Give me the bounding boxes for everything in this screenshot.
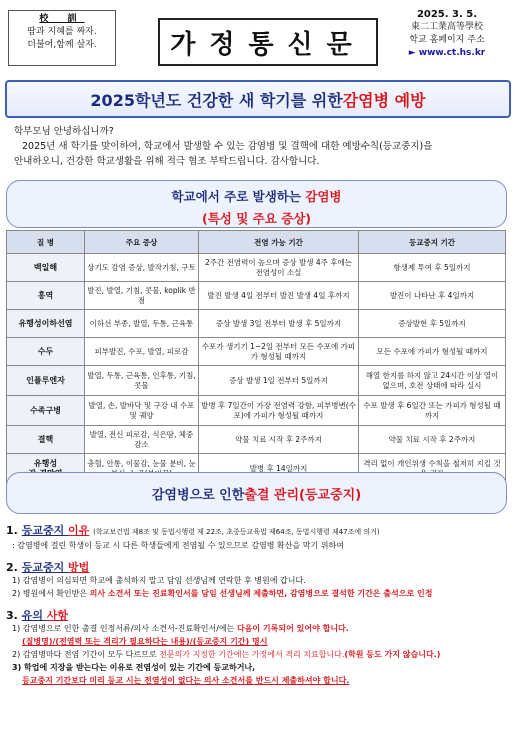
disease-symptoms: 피부발진, 수포, 발열, 피로감 (85, 338, 199, 366)
part1-heading (6, 524, 508, 539)
disease-name: 인플루엔자 (7, 366, 85, 396)
disease-period: 증상 발생 3일 전부터 발생 후 5일까지 (199, 310, 359, 338)
homepage-link[interactable] (384, 47, 510, 60)
part3-label-a: 유의 (21, 609, 47, 622)
disease-symptoms: 발열, 두통, 근육통, 인후통, 기침, 콧물 (85, 366, 199, 396)
school-motto-box (8, 10, 116, 66)
header-period: 전염 가능 기간 (199, 231, 359, 254)
part2-label-b: 방법 (68, 561, 90, 574)
part3-item-1-note (6, 635, 508, 648)
table-row (7, 254, 506, 282)
section1-title-highlight: 감염병 (305, 189, 342, 204)
disease-period: 발병 후 7일간이 가장 전염력 강함, 피부병변(수포)에 가피가 형성될 때까지 (199, 396, 359, 426)
motto-line-2: 더불어,함께 살자. (27, 40, 97, 50)
table-row (7, 366, 506, 396)
part1-description: : 감염병에 걸린 학생이 등교 시 다른 학생들에게 전염될 수 있으므로 감염병 확산을 막기 위하여 (12, 541, 344, 550)
issue-date: 2025. 3. 5. (416, 9, 478, 20)
disease-symptoms: 발진, 발열, 기침, 콧물, koplik 반점 (85, 282, 199, 310)
disease-period: 수포가 생기기 1~2일 전부터 모든 수포에 가피가 형성될 때까지 (199, 338, 359, 366)
part2-item-2-a: 2) 병원에서 확인받은 (12, 589, 90, 598)
disease-stop: 약물 치료 시작 후 2주까지 (359, 426, 506, 454)
main-banner (5, 80, 511, 118)
disease-name: 결핵 (7, 426, 85, 454)
greeting: 학부모님 안녕하십니까? (14, 126, 114, 137)
motto-line-1: 땀과 지혜를 짜자. (27, 27, 97, 37)
disease-name: 홍역 (7, 282, 85, 310)
disease-stop: 증상발현 후 5일까지 (359, 310, 506, 338)
part3-item-1 (6, 622, 508, 635)
part2-heading (6, 561, 508, 574)
part2-item-2 (6, 587, 508, 600)
header-info (384, 8, 510, 68)
disease-name: 백일해 (7, 254, 85, 282)
part3-heading (6, 609, 508, 622)
header-stop: 등교중지 기간 (359, 231, 506, 254)
section1-title (7, 187, 506, 205)
part2-label-a: 등교중지 (21, 561, 69, 574)
disease-name: 유행성 (7, 454, 85, 484)
part3-item-2-b: 전문의가 지정한 기간에는 가정에서 격리 치료합니다. (159, 650, 345, 659)
homepage-url[interactable]: www.ct.hs.kr (418, 48, 486, 58)
part3-item-1-a: 1) 감염병으로 인한 출결 인정서류/의사 소견서-진료확인서/에는 (12, 624, 237, 633)
disease-symptoms: 상기도 감염 증상, 발작기침, 구토 (85, 254, 199, 282)
disease-stop: 항생제 투여 후 5일까지 (359, 254, 506, 282)
disease-stop: 발진이 나타난 후 4일까지 (359, 282, 506, 310)
part2-item-1: 1) 감염병이 의심되면 학교에 출석하지 말고 담임 선생님께 연락한 후 병원에 갑니다. (12, 576, 306, 585)
part3-item-3: 3) 학업에 지장을 받는다는 이유로 전염성이 있는 기간에 등교하거나, (12, 663, 256, 672)
homepage-label: 학교 홈페이지 주소 (409, 35, 485, 45)
section2-title-prefix: 감염병으로 인한 (151, 487, 245, 503)
disease-stop: 격리 없이 개인위생 수칙을 철저히 지킬 것 (359, 454, 506, 484)
part3-item-2-c: (학원 등도 가지 않습니다.) (344, 650, 441, 659)
disease-name: 유행성이하선염 (7, 310, 85, 338)
disease-stop: 수포 발생 후 6일간 또는 가피가 형성될 때까지 (359, 396, 506, 426)
part3-item-3-b: 등교중지 기간보다 미리 등교 시는 전염성이 없다는 의사 소견서를 반드시 제출하셔야 합니다. (22, 676, 350, 685)
attendance-body (6, 518, 508, 687)
section-infectious-diseases (6, 180, 507, 228)
part3-item-2 (6, 648, 508, 661)
banner-highlight: 감염병 예방 (342, 90, 426, 110)
disease-period: 2주간 전염력이 높으며 증상 발생 4주 후에는 전염성이 소실 (199, 254, 359, 282)
disease-stop: 모든 수포에 가피가 형성될 때까지 (359, 338, 506, 366)
disease-period: 약물 치료 시작 후 2주까지 (199, 426, 359, 454)
part2-number: 2. (6, 561, 18, 574)
table-row (7, 396, 506, 426)
disease-symptoms: 이하선 부종, 발열, 두통, 근육통 (85, 310, 199, 338)
disease-symptoms: 충혈, 안통, 이물감, 눈물 분비, 눈 (85, 454, 199, 484)
table-header-row (7, 231, 506, 254)
disease-period: 발진 발생 4일 전부터 발진 발생 4일 후까지 (199, 282, 359, 310)
header-disease: 질 병 (7, 231, 85, 254)
part1-number: 1. (6, 524, 18, 537)
part3-item-3-cont (6, 674, 508, 687)
school-name: 東二工業高等學校 (410, 22, 483, 32)
intro-text (14, 124, 504, 169)
disease-name: 수두 (7, 338, 85, 366)
intro-line-2: 안내하오니, 건강한 학교생활을 위해 적극 협조 부탁드립니다. 감사합니다. (14, 156, 320, 167)
part1-label-b: 이유 (68, 524, 90, 537)
section1-title-prefix: 학교에서 주로 발생하는 (171, 189, 306, 204)
disease-table (6, 230, 506, 484)
section2-title-highlight: 출결 관리(등교중지) (244, 487, 362, 503)
table-row (7, 282, 506, 310)
disease-symptoms: 발열, 손, 발바닥 및 구강 내 수포 및 궤양 (85, 396, 199, 426)
newsletter-title: 가정통신문 (158, 18, 378, 66)
part3-item-1-c: (질병명)/(전염력 또는 격리가 필요하다는 내용)/(등교중지 기간) 명시 (22, 637, 268, 646)
section-attendance (6, 472, 507, 514)
disease-name: 수족구병 (7, 396, 85, 426)
intro-line-1: 2025년 새 학기를 맞이하여, 학교에서 발생할 수 있는 감염병 및 결핵에 대한 예방수칙(등교중지)을 (22, 141, 433, 152)
table-row (7, 338, 506, 366)
part2-item-2-b: 의사 소견서 또는 진료확인서를 담임 선생님께 제출하면, 감염병으로 결석한 기간은 출석으로 인정 (89, 589, 433, 598)
part3-item-2-a: 2) 감염병마다 전염 기간이 모두 다르므로 (12, 650, 160, 659)
part3-label-b: 사항 (46, 609, 69, 622)
table-row (7, 310, 506, 338)
disease-period: 증상 발생 1일 전부터 5일까지 (199, 366, 359, 396)
section1-subtitle: (특성 및 주요 증상) (201, 211, 311, 226)
part3-item-1-b: 다음이 기록되어 있어야 합니다. (236, 624, 349, 633)
banner-prefix: 2025학년도 건강한 새 학기를 위한 (90, 90, 343, 110)
part3-number: 3. (6, 609, 18, 622)
table-row (7, 426, 506, 454)
part1-reference: (학교보건법 제8조 및 동법시행령 제 22조, 초중등교육법 제64조, 동법시행령 제47조에 의거) (93, 528, 380, 536)
part1-label-a: 등교중지 (21, 524, 69, 537)
header-symptoms: 주요 증상 (85, 231, 199, 254)
arrow-icon: ► (408, 48, 419, 58)
disease-period: 발병 후 14일까지 (199, 454, 359, 484)
disease-stop: 해열 한지를 하지 않고 24시간 이상 열이 없으며, 호전 상태에 따라 실시 (359, 366, 506, 396)
motto-title: 校 訓 (39, 14, 85, 24)
disease-symptoms: 발열, 전신 피로감, 식은땀, 체중 감소 (85, 426, 199, 454)
